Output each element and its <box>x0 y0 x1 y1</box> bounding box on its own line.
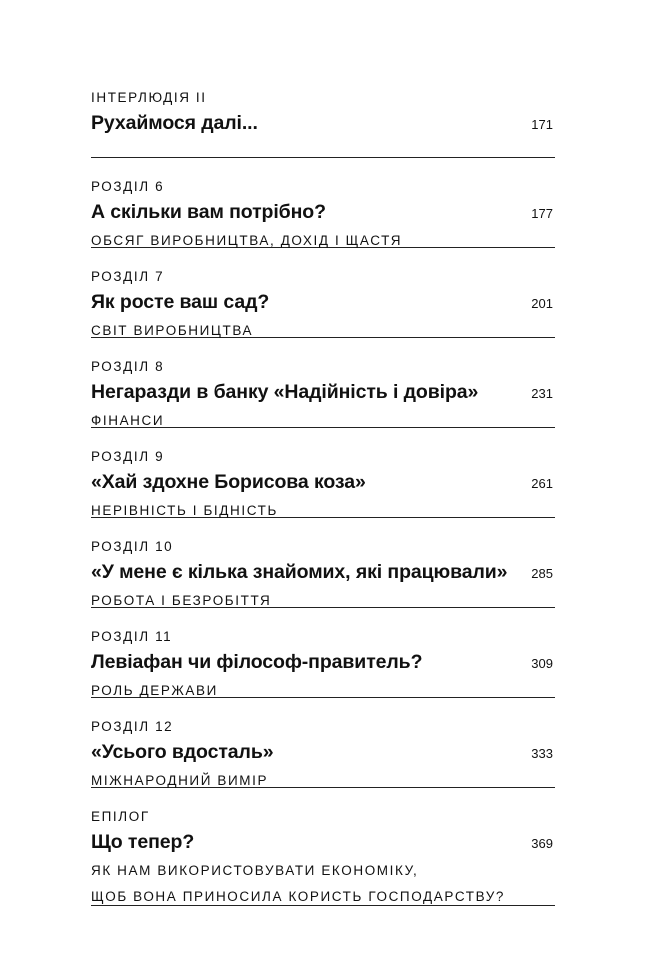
entry-label: ІНТЕРЛЮДІЯ II <box>91 90 207 105</box>
entry-subtitle: МІЖНАРОДНИЙ ВИМІР <box>91 773 269 788</box>
toc-entry-chapter-7[interactable] <box>91 248 555 338</box>
entry-page-number: 369 <box>531 836 553 851</box>
entry-page-number: 285 <box>531 566 553 581</box>
entry-page-number: 309 <box>531 656 553 671</box>
entry-title: «Хай здохне Борисова коза» <box>91 471 366 493</box>
toc-entry-chapter-10[interactable] <box>91 518 555 608</box>
toc-entry-epilogue[interactable] <box>91 788 555 906</box>
entry-page-number: 231 <box>531 386 553 401</box>
entry-label: РОЗДІЛ 9 <box>91 449 165 464</box>
entry-label: РОЗДІЛ 12 <box>91 719 174 734</box>
entry-row <box>91 198 555 228</box>
entry-page-number: 177 <box>531 206 553 221</box>
entry-subtitle: ЩОБ ВОНА ПРИНОСИЛА КОРИСТЬ ГОСПОДАРСТВУ? <box>91 889 506 904</box>
entry-label: РОЗДІЛ 11 <box>91 629 173 644</box>
entry-title: Рухаймося далі... <box>91 112 258 134</box>
entry-title: Що тепер? <box>91 831 195 853</box>
toc-entry-chapter-12[interactable] <box>91 698 555 788</box>
entry-page-number: 201 <box>531 296 553 311</box>
toc-entry-chapter-11[interactable] <box>91 608 555 698</box>
entry-label: ЕПІЛОГ <box>91 809 150 824</box>
entry-row <box>91 288 555 318</box>
entry-subtitle: НЕРІВНІСТЬ І БІДНІСТЬ <box>91 503 278 518</box>
entry-row <box>91 109 555 139</box>
entry-title: А скільки вам потрібно? <box>91 201 326 223</box>
entry-page-number: 171 <box>531 117 553 132</box>
entry-subtitle: РОБОТА І БЕЗРОБІТТЯ <box>91 593 272 608</box>
entry-subtitle: РОЛЬ ДЕРЖАВИ <box>91 683 218 698</box>
entry-row <box>91 738 555 768</box>
entry-row <box>91 828 555 858</box>
toc-entry-chapter-8[interactable] <box>91 338 555 428</box>
entry-label: РОЗДІЛ 7 <box>91 269 165 284</box>
entry-title: Негаразди в банку «Надійність і довіра» <box>91 381 479 403</box>
entry-label: РОЗДІЛ 8 <box>91 359 165 374</box>
entry-label: РОЗДІЛ 6 <box>91 179 165 194</box>
entry-title: «Усього вдосталь» <box>91 741 274 763</box>
toc-entry-interlude-2[interactable] <box>91 90 555 158</box>
entry-page-number: 333 <box>531 746 553 761</box>
entry-title: Левіафан чи філософ-правитель? <box>91 651 423 673</box>
entry-title: Як росте ваш сад? <box>91 291 270 313</box>
entry-subtitle: ФІНАНСИ <box>91 413 165 428</box>
toc-entry-chapter-9[interactable] <box>91 428 555 518</box>
table-of-contents <box>91 90 555 906</box>
entry-label: РОЗДІЛ 10 <box>91 539 174 554</box>
entry-row <box>91 468 555 498</box>
toc-entry-chapter-6[interactable] <box>91 158 555 248</box>
entry-title: «У мене є кілька знайомих, які працювали» <box>91 561 508 583</box>
entry-subtitle: СВІТ ВИРОБНИЦТВА <box>91 323 254 338</box>
entry-row <box>91 378 555 408</box>
entry-subtitle: ОБСЯГ ВИРОБНИЦТВА, ДОХІД І ЩАСТЯ <box>91 233 403 248</box>
entry-page-number: 261 <box>531 476 553 491</box>
entry-subtitle: ЯК НАМ ВИКОРИСТОВУВАТИ ЕКОНОМІКУ, <box>91 863 419 878</box>
entry-row <box>91 558 555 588</box>
entry-row <box>91 648 555 678</box>
